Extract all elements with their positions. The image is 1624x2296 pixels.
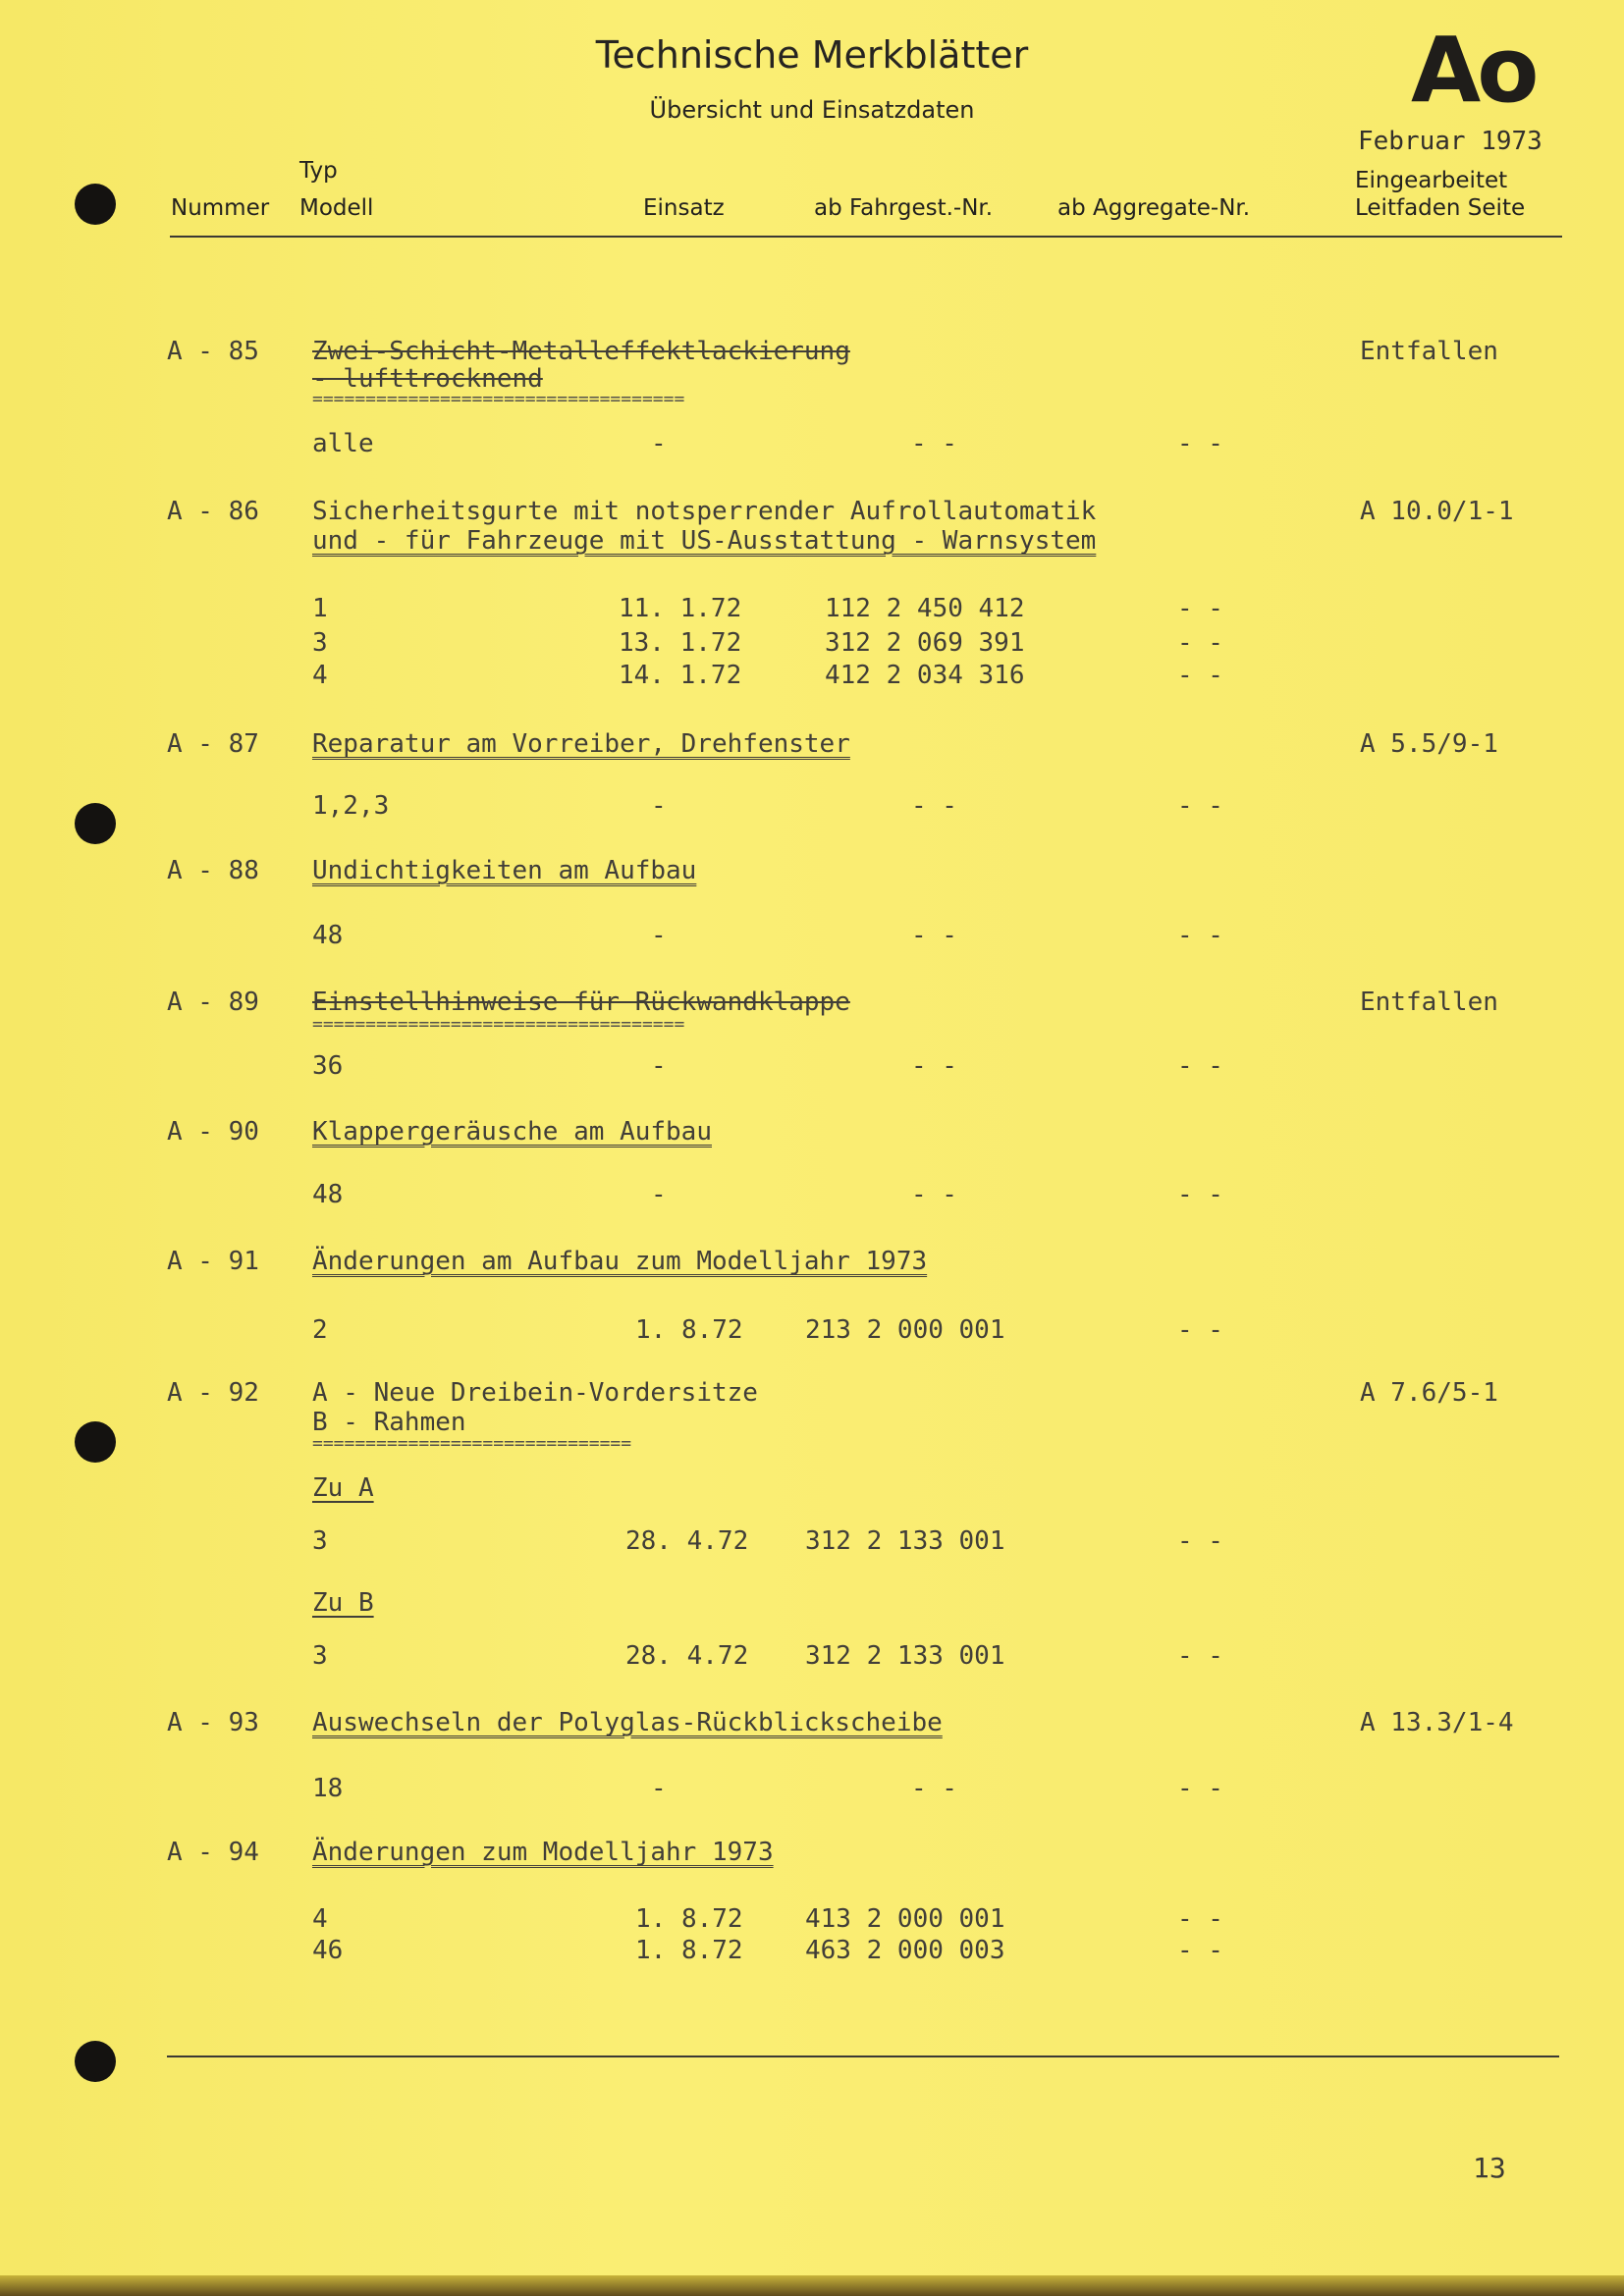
row-modell: 48: [312, 1180, 344, 1209]
col-fahrgest: ab Fahrgest.-Nr.: [814, 195, 994, 221]
row-aggregate: - -: [1177, 1180, 1223, 1209]
row-aggregate: - -: [1177, 1641, 1223, 1671]
entry-title: und - für Fahrzeuge mit US-Ausstattung - Warnsystem: [312, 526, 1097, 556]
row-einsatz: 1. 8.72: [635, 1315, 743, 1345]
issue-date: Februar 1973: [1358, 127, 1543, 156]
row-fahrgest: - -: [911, 1051, 957, 1081]
row-fahrgest: - -: [911, 1774, 957, 1803]
entry-title: Reparatur am Vorreiber, Drehfenster: [312, 729, 850, 759]
entry-title: Klappergeräusche am Aufbau: [312, 1117, 712, 1147]
double-underline: ===================================: [312, 1014, 685, 1035]
entry-title: Sicherheitsgurte mit notsperrender Aufrollautomatik: [312, 497, 1097, 526]
row-fahrgest: 413 2 000 001: [805, 1904, 1005, 1934]
row-modell: 4: [312, 661, 328, 690]
row-modell: 3: [312, 628, 328, 658]
double-underline: ===================================: [312, 389, 685, 409]
entry-leitfaden: Entfallen: [1360, 337, 1498, 366]
entry-leitfaden: A 7.6/5-1: [1360, 1378, 1498, 1408]
entry-title: Änderungen am Aufbau zum Modelljahr 1973: [312, 1247, 928, 1276]
row-fahrgest: 312 2 133 001: [805, 1641, 1005, 1671]
section-logo: Ao: [1411, 18, 1536, 123]
page-title: Technische Merkblätter: [595, 33, 1029, 77]
row-aggregate: - -: [1177, 1904, 1223, 1934]
entry-title: - lufttrocknend: [312, 364, 543, 394]
row-modell: 3: [312, 1526, 328, 1556]
scan-edge-shadow: [0, 2275, 1624, 2296]
entry-number: A - 93: [167, 1708, 259, 1737]
row-fahrgest: 213 2 000 001: [805, 1315, 1005, 1345]
row-modell: 36: [312, 1051, 344, 1081]
row-fahrgest: 312 2 069 391: [825, 628, 1025, 658]
col-aggregate: ab Aggregate-Nr.: [1057, 195, 1251, 221]
row-modell: 4: [312, 1904, 328, 1934]
entry-title: Undichtigkeiten am Aufbau: [312, 856, 697, 885]
entry-title: Auswechseln der Polyglas-Rückblickscheibe: [312, 1708, 943, 1737]
punch-hole: [75, 1421, 116, 1463]
row-einsatz: 11. 1.72: [619, 594, 742, 623]
row-aggregate: - -: [1177, 1774, 1223, 1803]
row-einsatz: 1. 8.72: [635, 1936, 743, 1965]
row-fahrgest: - -: [911, 429, 957, 458]
row-modell: 2: [312, 1315, 328, 1345]
entry-number: A - 94: [167, 1838, 259, 1867]
page-subtitle: Übersicht und Einsatzdaten: [649, 96, 975, 124]
row-aggregate: - -: [1177, 791, 1223, 821]
entry-number: A - 92: [167, 1378, 259, 1408]
row-fahrgest: 412 2 034 316: [825, 661, 1025, 690]
row-aggregate: - -: [1177, 1051, 1223, 1081]
row-modell: 48: [312, 921, 344, 950]
entry-title: Einstellhinweise für Rückwandklappe: [312, 988, 850, 1017]
punch-hole: [75, 803, 116, 844]
row-modell: 1: [312, 594, 328, 623]
punch-hole: [75, 2041, 116, 2082]
row-aggregate: - -: [1177, 628, 1223, 658]
row-einsatz: -: [651, 1180, 667, 1209]
row-fahrgest: - -: [911, 1180, 957, 1209]
row-einsatz: 28. 4.72: [625, 1526, 749, 1556]
row-aggregate: - -: [1177, 594, 1223, 623]
col-einsatz: Einsatz: [643, 195, 725, 221]
entry-title: Zwei-Schicht-Metalleffektlackierung: [312, 337, 850, 366]
col-leitfaden: Leitfaden Seite: [1355, 195, 1526, 221]
entry-number: A - 91: [167, 1247, 259, 1276]
row-modell: 1,2,3: [312, 791, 390, 821]
header-rule: [170, 236, 1562, 238]
entry-title: B - Rahmen: [312, 1408, 466, 1437]
row-fahrgest: - -: [911, 791, 957, 821]
row-fahrgest: 312 2 133 001: [805, 1526, 1005, 1556]
entry-title: Änderungen zum Modelljahr 1973: [312, 1838, 774, 1867]
double-underline: ==============================: [312, 1433, 632, 1454]
col-nummer: Nummer: [171, 195, 270, 221]
row-modell: 18: [312, 1774, 344, 1803]
row-aggregate: - -: [1177, 429, 1223, 458]
row-fahrgest: 463 2 000 003: [805, 1936, 1005, 1965]
row-modell: 46: [312, 1936, 344, 1965]
row-einsatz: -: [651, 1774, 667, 1803]
entry-number: A - 86: [167, 497, 259, 526]
entry-number: A - 89: [167, 988, 259, 1017]
col-eingearbeitet: Eingearbeitet: [1355, 168, 1508, 193]
footer-rule: [167, 2056, 1559, 2057]
row-modell: 3: [312, 1641, 328, 1671]
entry-leitfaden: A 10.0/1-1: [1360, 497, 1514, 526]
row-einsatz: -: [651, 1051, 667, 1081]
row-aggregate: - -: [1177, 661, 1223, 690]
entry-number: A - 85: [167, 337, 259, 366]
entry-number: A - 88: [167, 856, 259, 885]
row-einsatz: 13. 1.72: [619, 628, 742, 658]
row-fahrgest: - -: [911, 921, 957, 950]
row-fahrgest: 112 2 450 412: [825, 594, 1025, 623]
row-einsatz: 14. 1.72: [619, 661, 742, 690]
row-einsatz: -: [651, 429, 667, 458]
entry-leitfaden: Entfallen: [1360, 988, 1498, 1017]
row-einsatz: -: [651, 921, 667, 950]
col-typ: Typ: [299, 158, 338, 184]
row-einsatz: 1. 8.72: [635, 1904, 743, 1934]
row-aggregate: - -: [1177, 1526, 1223, 1556]
col-modell: Modell: [299, 195, 374, 221]
punch-hole: [75, 184, 116, 225]
entry-number: A - 90: [167, 1117, 259, 1147]
entry-title: A - Neue Dreibein-Vordersitze: [312, 1378, 758, 1408]
row-modell: alle: [312, 429, 374, 458]
entry-leitfaden: A 5.5/9-1: [1360, 729, 1498, 759]
row-aggregate: - -: [1177, 1315, 1223, 1345]
subsection-label: Zu A: [312, 1473, 374, 1503]
row-einsatz: -: [651, 791, 667, 821]
row-aggregate: - -: [1177, 921, 1223, 950]
entry-number: A - 87: [167, 729, 259, 759]
page-number: 13: [1473, 2152, 1506, 2184]
subsection-label: Zu B: [312, 1588, 374, 1618]
row-einsatz: 28. 4.72: [625, 1641, 749, 1671]
entry-leitfaden: A 13.3/1-4: [1360, 1708, 1514, 1737]
row-aggregate: - -: [1177, 1936, 1223, 1965]
